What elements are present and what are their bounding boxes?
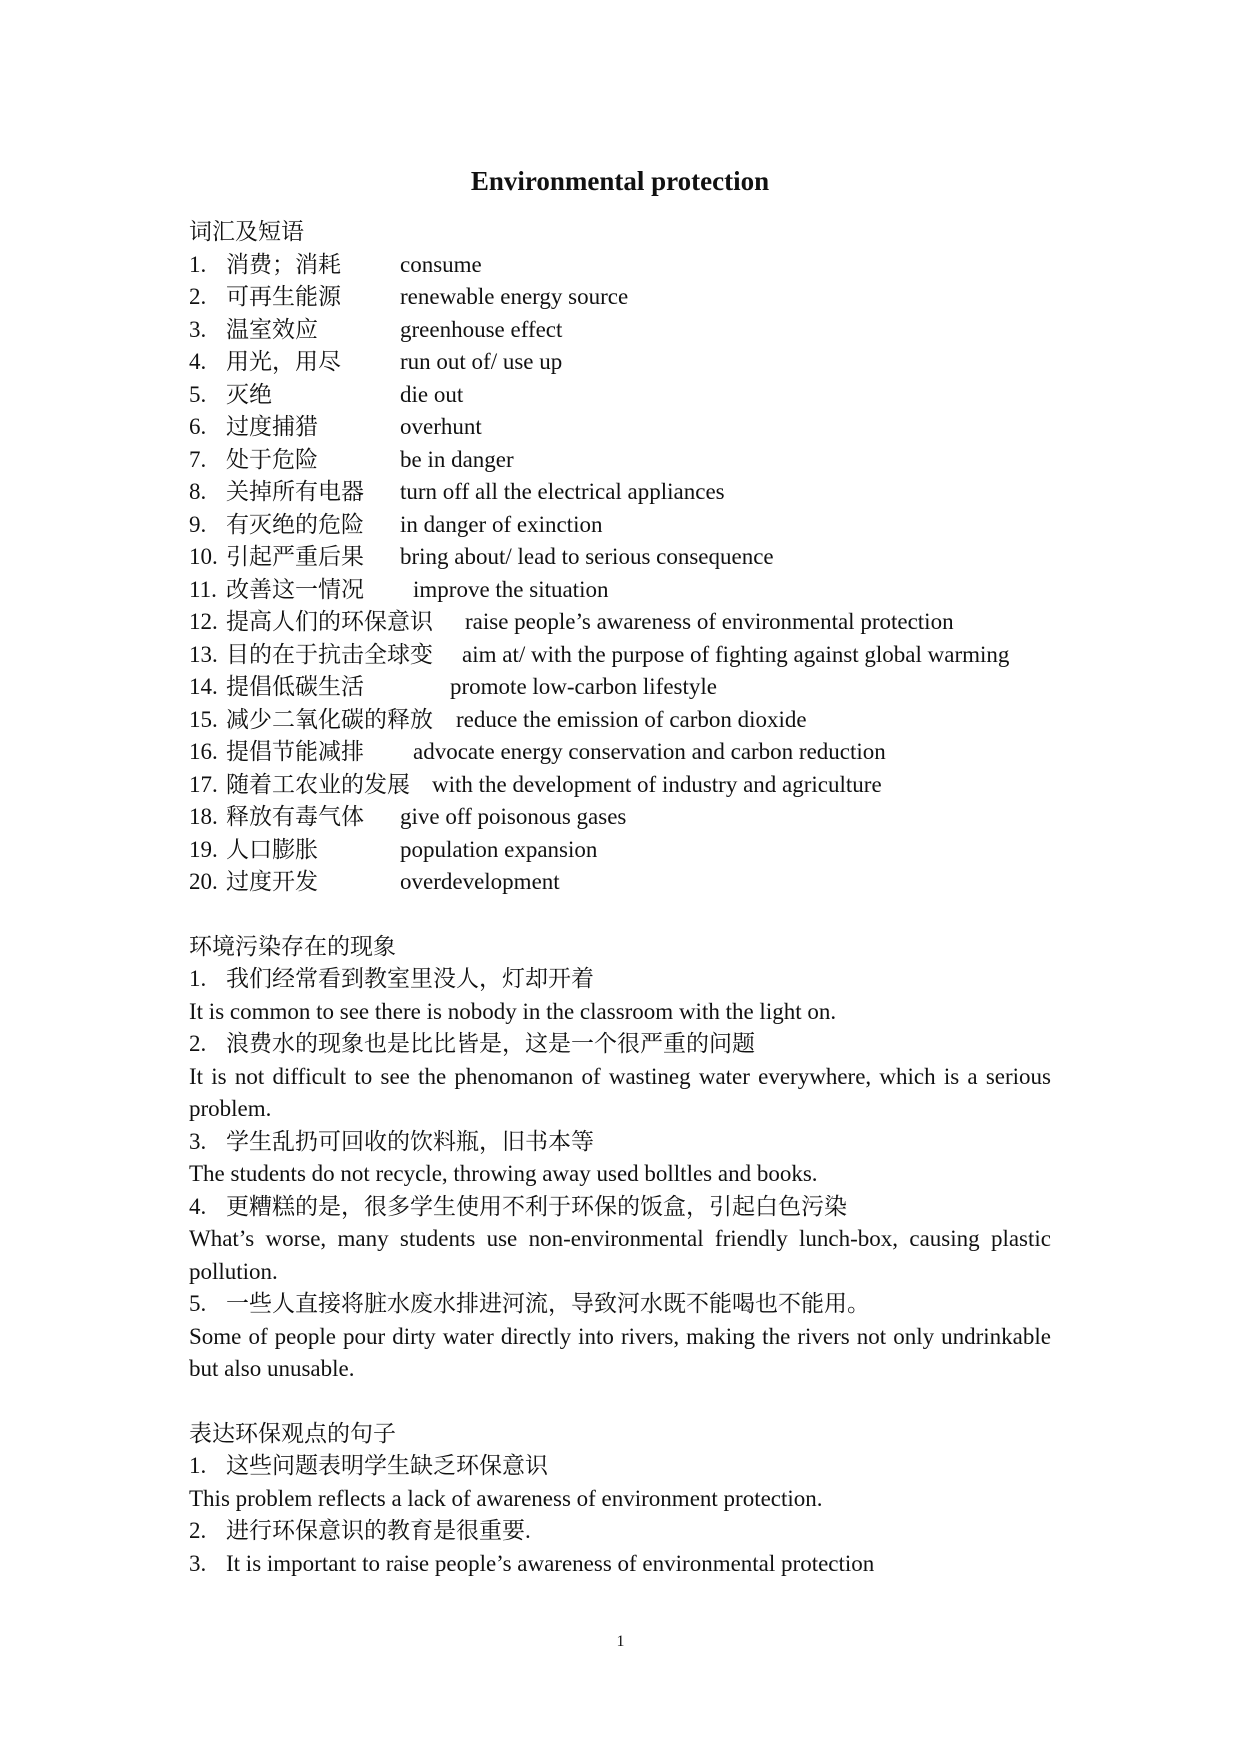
item-number: 2. [189, 1518, 207, 1543]
item-number: 19. [189, 836, 218, 862]
vocab-chinese: 过度开发 [226, 869, 318, 894]
vocab-chinese: 可再生能源 [226, 284, 341, 309]
chinese-text: 我们经常看到教室里没人，灯却开着 [226, 966, 594, 991]
vocab-item [189, 444, 1051, 477]
item-number: 9. [189, 511, 207, 537]
vocab-chinese: 改善这一情况 [226, 576, 364, 602]
vocab-item [189, 574, 1051, 607]
sentence-english: The students do not recycle, throwing away used bolltles and books. [189, 1161, 818, 1186]
chinese-text: 更糟糕的是，很多学生使用不利于环保的饭盒，引起白色污染 [226, 1193, 847, 1219]
item-number: 14. [189, 674, 218, 699]
item-number: 3. [189, 316, 207, 342]
vocab-chinese: 人口膨胀 [226, 836, 318, 862]
vocab-item [189, 314, 1051, 347]
item-number: 5. [189, 381, 207, 407]
vocab-english: consume [400, 251, 482, 277]
item-number: 2. [189, 284, 207, 309]
vocab-item [189, 476, 1051, 509]
item-number: 4. [189, 349, 207, 374]
phenomena-section [189, 931, 1051, 1386]
vocab-english: die out [400, 381, 464, 407]
vocab-english: advocate energy conservation and carbon reduction [413, 739, 886, 764]
vocab-item [189, 541, 1051, 574]
vocab-english: in danger of exinction [400, 511, 603, 537]
vocab-item [189, 671, 1051, 704]
item-number: 17. [189, 771, 218, 797]
sentence-chinese [189, 963, 1051, 996]
vocab-chinese: 减少二氧化碳的释放 [226, 706, 433, 732]
sentence-chinese [189, 1288, 1051, 1321]
vocab-english: with the development of industry and agriculture [432, 771, 882, 797]
vocab-english: renewable energy source [400, 284, 629, 309]
page-title: Environmental protection [470, 166, 770, 196]
item-number: 6. [189, 414, 207, 439]
page-number: 1 [616, 1633, 625, 1650]
chinese-text: 一些人直接将脏水废水排进河流，导致河水既不能喝也不能用。 [226, 1291, 870, 1316]
section-heading-phenomena: 环境污染存在的现象 [189, 933, 396, 959]
vocab-chinese: 提高人们的环保意识 [226, 609, 433, 634]
vocab-english: give off poisonous gases [400, 804, 627, 829]
sentence-english: Some of people pour dirty water directly into rivers, making the rivers not only undrinkable but also unusable. [189, 1323, 1051, 1381]
vocab-english: be in danger [400, 446, 514, 472]
sentence-chinese [189, 1191, 1051, 1224]
vocab-english: improve the situation [413, 576, 609, 602]
chinese-text: 学生乱扔可回收的饮料瓶，旧书本等 [226, 1128, 594, 1154]
item-number: 10. [189, 544, 218, 569]
chinese-text: 浪费水的现象也是比比皆是，这是一个很严重的问题 [226, 1031, 755, 1056]
sentence-chinese [189, 1450, 1051, 1483]
chinese-text: 这些问题表明学生缺乏环保意识 [226, 1453, 548, 1478]
vocab-english: run out of/ use up [400, 349, 563, 374]
vocab-chinese: 提倡节能减排 [226, 739, 364, 764]
sentence-english: What’s worse, many students use non-environmental friendly lunch-box, causing plastic pollution. [189, 1226, 1051, 1284]
document-content [189, 162, 1051, 1580]
chinese-text: 进行环保意识的教育是很重要. [226, 1518, 531, 1543]
vocab-section [189, 216, 1051, 899]
vocab-item [189, 346, 1051, 379]
vocab-item [189, 509, 1051, 542]
vocab-item [189, 769, 1051, 802]
vocab-item [189, 704, 1051, 737]
vocab-english: population expansion [400, 836, 598, 862]
vocab-english: promote low-carbon lifestyle [450, 674, 717, 699]
section-heading-opinions: 表达环保观点的句子 [189, 1420, 396, 1446]
vocab-chinese: 随着工农业的发展 [226, 771, 410, 797]
vocab-chinese: 用光，用尽 [226, 349, 341, 374]
vocab-english: raise people’s awareness of environmental protection [465, 609, 954, 634]
vocab-chinese: 提倡低碳生活 [226, 674, 364, 699]
vocab-english: greenhouse effect [400, 316, 563, 342]
vocab-item [189, 249, 1051, 282]
sentence-english: This problem reflects a lack of awareness of environment protection. [189, 1485, 823, 1511]
vocab-chinese: 消费；消耗 [226, 251, 341, 277]
vocab-item [189, 801, 1051, 834]
sentence-chinese [189, 1028, 1051, 1061]
vocab-item [189, 866, 1051, 899]
item-number: 16. [189, 739, 218, 764]
vocab-chinese: 目的在于抗击全球变 [226, 641, 433, 667]
vocab-chinese: 引起严重后果 [226, 544, 364, 569]
vocab-item [189, 411, 1051, 444]
section-heading-vocab: 词汇及短语 [189, 219, 304, 244]
sentence-english: It is not difficult to see the phenomanon of wastineg water everywhere, which is a serious problem. [189, 1063, 1051, 1121]
item-number: 4. [189, 1193, 207, 1219]
item-number: 13. [189, 641, 218, 667]
vocab-chinese: 释放有毒气体 [226, 804, 364, 829]
vocab-item [189, 281, 1051, 314]
item-number: 1. [189, 1453, 207, 1478]
vocab-item [189, 639, 1051, 672]
section-spacer [189, 899, 1051, 931]
item-number: 3. [189, 1128, 207, 1154]
item-number: 1. [189, 966, 207, 991]
vocab-item [189, 834, 1051, 867]
vocab-english: overhunt [400, 414, 482, 439]
vocab-chinese: 关掉所有电器 [226, 479, 364, 504]
item-number: 11. [189, 576, 217, 602]
sentence-english: It is common to see there is nobody in the classroom with the light on. [189, 998, 837, 1024]
vocab-item [189, 379, 1051, 412]
english-text: It is important to raise people’s awareness of environmental protection [226, 1550, 875, 1576]
item-number: 1. [189, 251, 207, 277]
item-number: 5. [189, 1291, 207, 1316]
vocab-english: overdevelopment [400, 869, 560, 894]
vocab-chinese: 过度捕猎 [226, 414, 318, 439]
vocab-english: turn off all the electrical appliances [400, 479, 725, 504]
vocab-chinese: 有灭绝的危险 [226, 511, 364, 537]
sentence-chinese [189, 1515, 1051, 1548]
vocab-item [189, 736, 1051, 769]
sentence-chinese [189, 1126, 1051, 1159]
vocab-item [189, 606, 1051, 639]
item-number: 2. [189, 1031, 207, 1056]
item-number: 3. [189, 1550, 207, 1576]
vocab-chinese: 灭绝 [226, 381, 272, 407]
section-spacer [189, 1386, 1051, 1418]
vocab-english: reduce the emission of carbon dioxide [456, 706, 807, 732]
item-number: 7. [189, 446, 207, 472]
vocab-chinese: 处于危险 [226, 446, 318, 472]
item-number: 15. [189, 706, 218, 732]
vocab-english: aim at/ with the purpose of fighting against global warming [462, 641, 1010, 667]
item-number: 8. [189, 479, 207, 504]
item-number: 18. [189, 804, 218, 829]
item-number: 12. [189, 609, 218, 634]
opinions-section [189, 1418, 1051, 1581]
vocab-chinese: 温室效应 [226, 316, 318, 342]
vocab-english: bring about/ lead to serious consequence [400, 544, 774, 569]
item-number: 20. [189, 869, 218, 894]
sentence-english-numbered [189, 1548, 1051, 1581]
